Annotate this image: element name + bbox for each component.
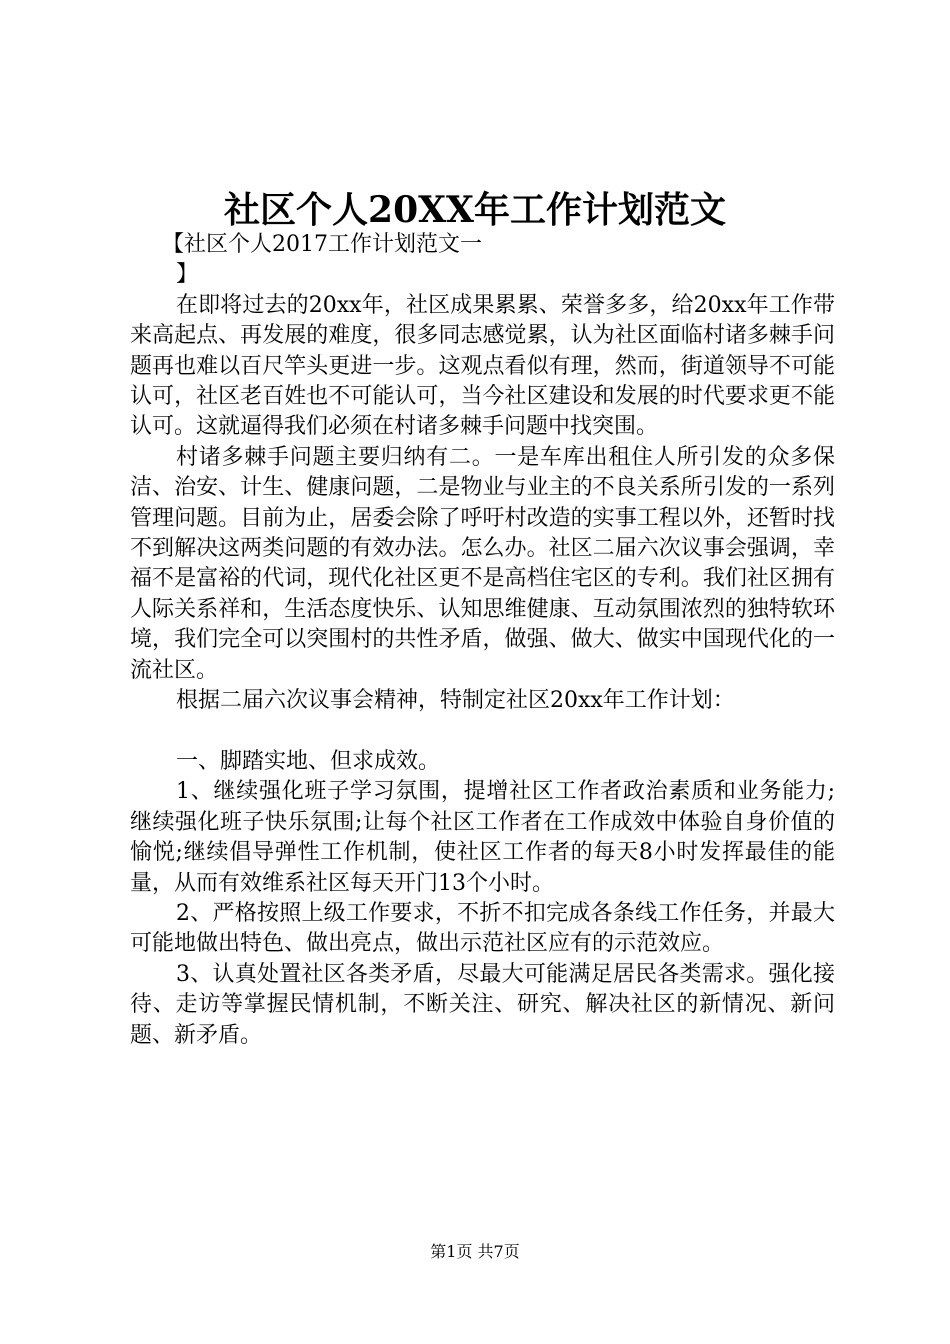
list-item-2: 2、严格按照上级工作要求，不折不扣完成各条线工作任务，并最大可能地做出特色、做出亮点，做出示范社区应有的示范效应。 bbox=[130, 900, 835, 957]
paragraph-2: 村诸多棘手问题主要归纳有二。一是车库出租住人所引发的众多保洁、治安、计生、健康问题，二是物业与业主的不良关系所引发的一系列管理问题。目前为止，居委会除了呼吁村改造的实事工程以外，还暂时找不到解决这两类问题的有效办法。怎么办。社区二届六次议事会强调，幸福不是富裕的代词，现代化社区更不是高档住宅区的专利。我们社区拥有人际关系祥和，生活态度快乐、认知思维健康、互动氛围浓烈的独特软环境，我们完全可以突围村的共性矛盾，做强、做大、做实中国现代化的一流社区。 bbox=[130, 444, 835, 683]
list-item-1: 1、继续强化班子学习氛围，提增社区工作者政治素质和业务能力;继续强化班子快乐氛围;让每个社区工作者在工作成效中体验自身价值的愉悦;继续倡导弹性工作机制，使社区工作者的每天8小时发挥最佳的能量，从而有效维系社区每天开门13个小时。 bbox=[130, 779, 835, 896]
section-heading-close: 】 bbox=[176, 262, 199, 288]
heading-1: 一、脚踏实地、但求成效。 bbox=[176, 748, 441, 774]
list-item-3: 3、认真处置社区各类矛盾，尽最大可能满足居民各类需求。强化接待、走访等掌握民情机制，不断关注、研究、解决社区的新情况、新问题、新矛盾。 bbox=[130, 961, 835, 1048]
paragraph-3: 根据二届六次议事会精神，特制定社区20xx年工作计划： bbox=[176, 688, 735, 714]
page-footer: 第1页 共7页 bbox=[430, 1242, 520, 1261]
blank-line bbox=[130, 717, 835, 747]
section-heading-open: 【社区个人2017工作计划范文一 bbox=[162, 232, 482, 257]
document-title: 社区个人20XX年工作计划范文 bbox=[224, 189, 726, 231]
document-body bbox=[130, 230, 835, 1051]
paragraph-1: 在即将过去的20xx年，社区成果累累、荣誉多多，给20xx年工作带来高起点、再发展的难度，很多同志感觉累，认为社区面临村诸多棘手问题再也难以百尺竿头更进一步。这观点看似有理，然而，街道领导不可能认可，社区老百姓也不可能认可，当今社区建设和发展的时代要求更不能认可。这就逼得我们必须在村诸多棘手问题中找突围。 bbox=[130, 292, 835, 440]
